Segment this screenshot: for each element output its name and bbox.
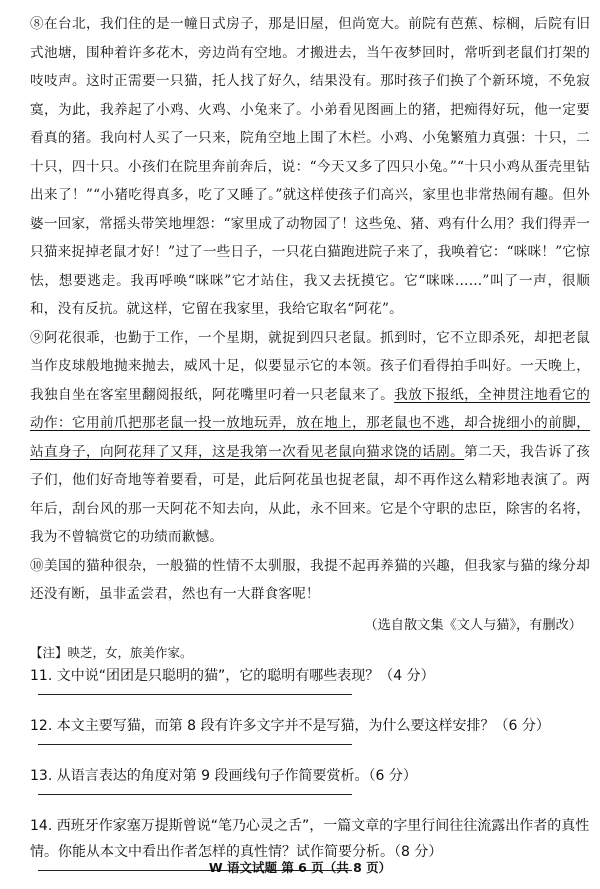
question-11-text: 11. 文中说“团团是只聪明的猫”，它的聪明有哪些表现？（4 分）: [30, 667, 435, 684]
question-13: [30, 763, 590, 795]
paragraph-10: ⑩美国的猫种很杂，一般猫的性情不太驯服，我提不起再养猫的兴趣，但我家与猫的缘分却还没有断，虽非孟尝君，然也有一大群食客呢！: [30, 557, 590, 602]
paragraph-9: [30, 324, 590, 552]
paragraph-8: ⑧在台北，我们住的是一幢日式房子，那是旧屋，但尚宽大。前院有芭蕉、棕榈，后院有旧式池塘，围种着许多花木，旁边尚有空地。才搬进去，当午夜梦回时，常听到老鼠们打架的吱吱声。这时正需要一只猫，托人找了好久，结果没有。那时孩子们换了个新环境，不免寂寞，为此，我养起了小鸡、火鸡、小兔来了。小弟看见图画上的猪，把痴得好玩，他一定要看真的猪。我向村人买了一只来，院角空地上围了木栏。小鸡、小兔繁殖力真强：十只，二十只，四十只。小孩们在院里奔前奔后，说：“今天又多了四只小兔。”“十只小鸡从蛋壳里钻出来了！”“小猪吃得真多，吃了又睡了。”就这样使孩子们高兴，家里也非常热闹有趣。但外婆一回家，常摇头带笑地埋怨：“家里成了动物园了！这些兔、猪、鸡有什么用？我们得弄一只猫来捉掉老鼠才好！”过了一些日子，一只花白猫跑进院子来了，我唤着它：“咪咪！”它惊怯，想要逃走。我再呼唤“咪咪”它才站住，我又去抚摸它。它“咪咪……”叫了一声，很顺和，没有反抗。就这样，它留在我家里，我给它取名“阿花”。: [30, 16, 590, 317]
paragraph-9-underlined-sentence: 我放下报纸，全神贯注地看它的动作：它用前爪把那老鼠一投一放地玩弄，放在地上，那老鼠也不逃，却合拢细小的前脚，站直身子，向阿花拜了又拜，这是我第一次看见老鼠向猫求饶的话剧。: [30, 386, 590, 460]
question-14-text: 14. 西班牙作家塞万提斯曾说“笔乃心灵之舌”，一篇文章的字里行间往往流露出作者的真性情。你能从本文中看出作者怎样的真性情？试作简要分析。（8 分）: [30, 817, 590, 860]
answer-line-11[interactable]: [38, 693, 352, 695]
answer-line-13[interactable]: [38, 793, 352, 795]
answer-line-12[interactable]: [38, 743, 352, 745]
question-11: [30, 663, 590, 695]
author-note: 【注】映芝，女，旅美作家。: [30, 644, 193, 660]
question-12: [30, 713, 590, 745]
page-footer: W 语文试题 第 6 页（共 8 页）: [208, 860, 392, 875]
question-13-text: 13. 从语言表达的角度对第 9 段画线句子作简要赏析。（6 分）: [30, 767, 417, 784]
source-citation: （选自散文集《文人与猫》，有删改）: [364, 617, 582, 633]
exam-page: [30, 10, 590, 889]
paragraph-9-intro: ⑨阿花很乖，也勤于工作，一个星期，就捉到四只老鼠。抓到时，它不立即杀死，却把老鼠当作皮球般地抛来抛去，威风十足，似要显示它的本领。孩子们看得拍手叫好。一天晚上，我独自坐在客室里翻阅报纸，阿花嘴里叼着一只老鼠来了。: [30, 329, 590, 403]
question-12-text: 12. 本文主要写猫，而第 8 段有许多文字并不是写猫，为什么要这样安排？（6 分）: [30, 717, 550, 734]
paragraph-9-ending: 第二天，我告诉了孩子们，他们好奇地等着要看，可是，此后阿花虽也捉老鼠，却不再作这么精彩地表演了。两年后，刮台风的那一天阿花不知去向，从此，永不回来。它是个守职的忠臣，除害的名将，我为不曾犒赏它的功绩而歉憾。: [30, 443, 590, 545]
